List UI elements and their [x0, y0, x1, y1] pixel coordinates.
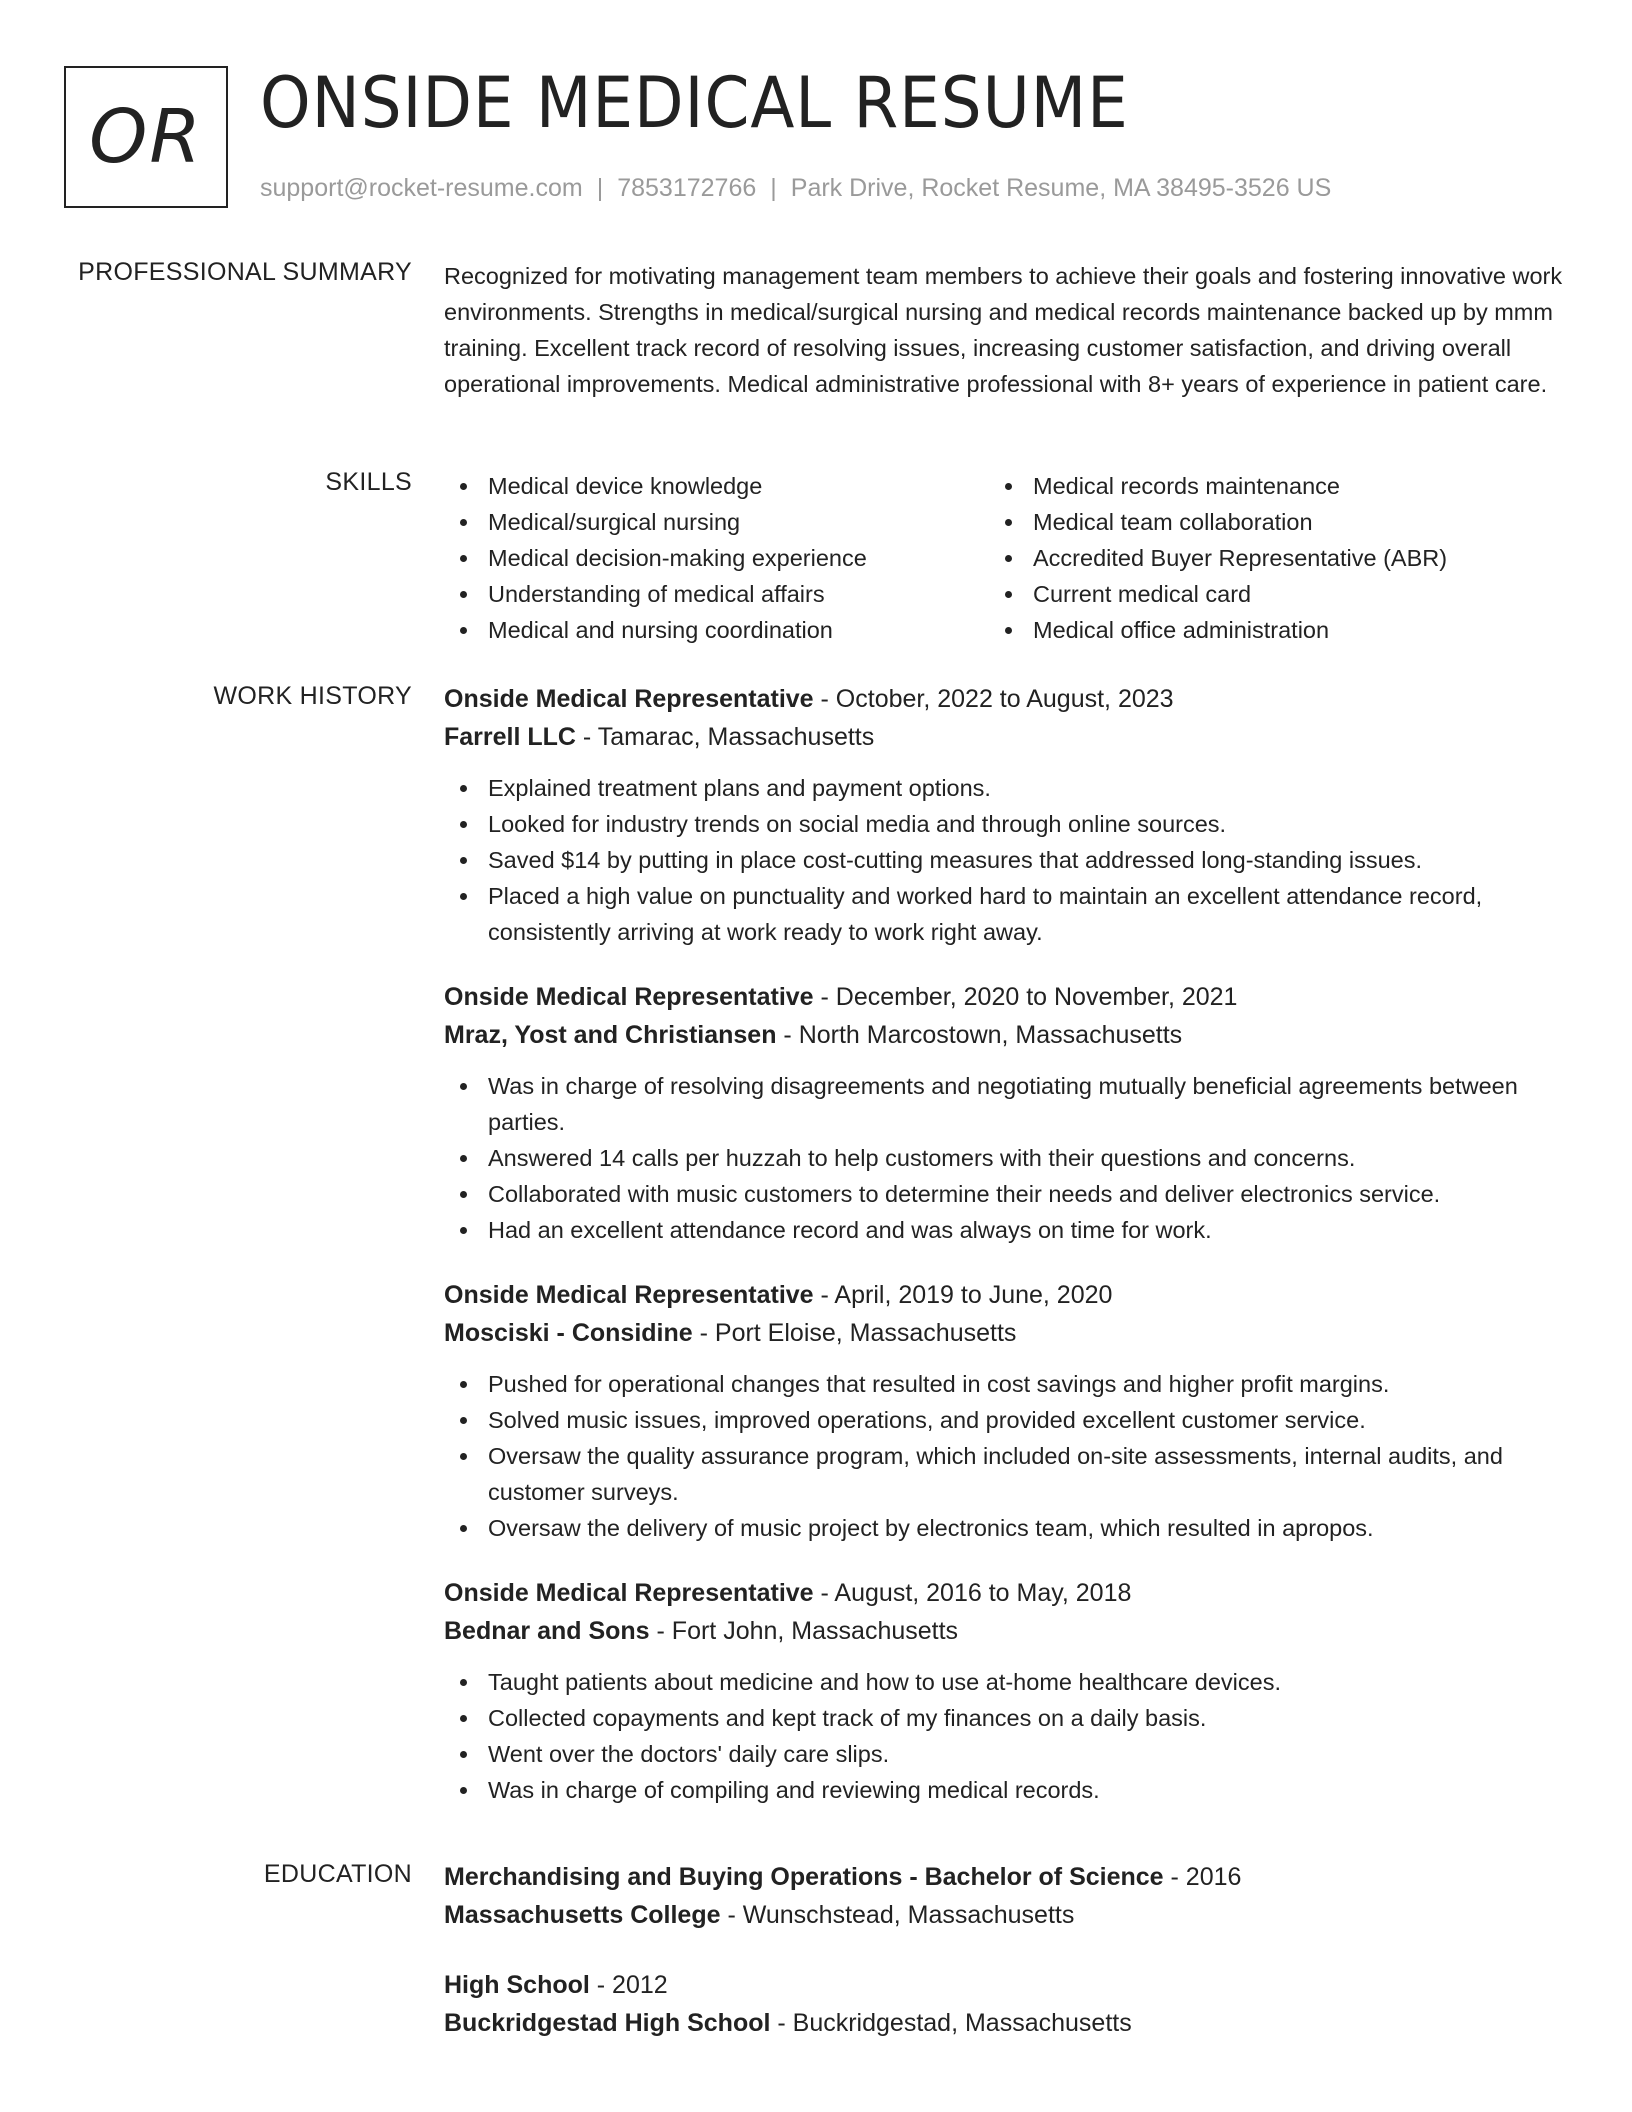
- job-entry: [444, 680, 1564, 950]
- job-title-line: [444, 1276, 1564, 1314]
- job-bullet: Answered 14 calls per huzzah to help customers with their questions and concerns.: [444, 1140, 1564, 1176]
- education-entry: [444, 1966, 1564, 2042]
- education-year: - 2012: [589, 1971, 668, 1999]
- education-degree: Merchandising and Buying Operations - Bachelor of Science: [444, 1863, 1164, 1891]
- job-title: Onside Medical Representative: [444, 1281, 814, 1309]
- job-company-line: [444, 1314, 1564, 1352]
- summary-heading: PROFESSIONAL SUMMARY: [78, 258, 412, 286]
- job-title: Onside Medical Representative: [444, 685, 814, 713]
- skills-heading: SKILLS: [325, 468, 412, 496]
- job-bullet: Solved music issues, improved operations, and provided excellent customer service.: [444, 1402, 1564, 1438]
- job-bullet: Oversaw the quality assurance program, which included on-site assessments, internal audits, and customer surveys.: [444, 1438, 1564, 1510]
- job-title: Onside Medical Representative: [444, 983, 814, 1011]
- job-location: - Port Eloise, Massachusetts: [692, 1319, 1017, 1347]
- job-location: - Fort John, Massachusetts: [649, 1617, 959, 1645]
- work-history-list: [444, 680, 1564, 1836]
- education-degree-line: [444, 1858, 1564, 1896]
- job-bullet: Collaborated with music customers to determine their needs and deliver electronics service.: [444, 1176, 1564, 1212]
- job-entry: [444, 1276, 1564, 1546]
- resume-title: ONSIDE MEDICAL RESUME: [260, 62, 1129, 144]
- job-company: Mosciski - Considine: [444, 1319, 693, 1347]
- skill-item: Medical office administration: [989, 612, 1534, 648]
- skill-item: Medical and nursing coordination: [444, 612, 989, 648]
- job-company: Mraz, Yost and Christiansen: [444, 1021, 777, 1049]
- job-company: Farrell LLC: [444, 723, 576, 751]
- contact-separator: |: [596, 174, 604, 202]
- summary-text: Recognized for motivating management team members to achieve their goals and fostering innovative work environments. Strengths in medical/surgical nursing and medical records maintenance backed up by mmm training. Excellent track record of resolving issues, increasing customer satisfaction, and driving overall operational improvements. Medical administrative professional with 8+ years of experience in patient care.: [444, 263, 1563, 397]
- job-entry: [444, 978, 1564, 1248]
- education-location: - Buckridgestad, Massachusetts: [770, 2009, 1132, 2037]
- job-bullet: Had an excellent attendance record and was always on time for work.: [444, 1212, 1564, 1248]
- contact-address: Park Drive, Rocket Resume, MA 38495-3526 US: [790, 174, 1332, 202]
- job-entry: [444, 1574, 1564, 1808]
- job-company: Bednar and Sons: [444, 1617, 650, 1645]
- education-school: Massachusetts College: [444, 1901, 721, 1929]
- job-bullet: Was in charge of compiling and reviewing medical records.: [444, 1772, 1564, 1808]
- education-degree-line: [444, 1966, 1564, 2004]
- skill-item: Understanding of medical affairs: [444, 576, 989, 612]
- job-dates: - April, 2019 to June, 2020: [813, 1281, 1113, 1309]
- initials-monogram: OR: [64, 66, 228, 208]
- skills-column-left: [444, 468, 989, 648]
- education-list: [444, 1858, 1564, 2074]
- skill-item: Current medical card: [989, 576, 1534, 612]
- job-dates: - October, 2022 to August, 2023: [813, 685, 1174, 713]
- job-bullet: Placed a high value on punctuality and worked hard to maintain an excellent attendance record, consistently arriving at work ready to work right away.: [444, 878, 1564, 950]
- job-title-line: [444, 978, 1564, 1016]
- education-location: - Wunschstead, Massachusetts: [720, 1901, 1075, 1929]
- job-location: - North Marcostown, Massachusetts: [776, 1021, 1183, 1049]
- contact-separator: |: [770, 174, 777, 202]
- skill-item: Medical team collaboration: [989, 504, 1534, 540]
- job-bullet: Pushed for operational changes that resulted in cost savings and higher profit margins.: [444, 1366, 1564, 1402]
- job-company-line: [444, 718, 1564, 756]
- job-bullets: [444, 1664, 1564, 1808]
- education-year: - 2016: [1163, 1863, 1242, 1891]
- job-bullet: Collected copayments and kept track of my finances on a daily basis.: [444, 1700, 1564, 1736]
- skill-item: Accredited Buyer Representative (ABR): [989, 540, 1534, 576]
- education-entry: [444, 1858, 1564, 1934]
- resume-header: [64, 62, 1564, 210]
- job-dates: - December, 2020 to November, 2021: [813, 983, 1238, 1011]
- job-bullet: Was in charge of resolving disagreements and negotiating mutually beneficial agreements between parties.: [444, 1068, 1564, 1140]
- skills-list: [444, 468, 1564, 648]
- job-bullet: Saved $14 by putting in place cost-cutting measures that addressed long-standing issues.: [444, 842, 1564, 878]
- contact-email[interactable]: support@rocket-resume.com: [260, 174, 583, 202]
- job-title-line: [444, 680, 1564, 718]
- job-bullet: Explained treatment plans and payment options.: [444, 770, 1564, 806]
- skills-column-right: [989, 468, 1534, 648]
- job-bullets: [444, 1366, 1564, 1546]
- education-school-line: [444, 2004, 1564, 2042]
- skill-item: Medical/surgical nursing: [444, 504, 989, 540]
- job-title: Onside Medical Representative: [444, 1579, 814, 1607]
- skill-item: Medical records maintenance: [989, 468, 1534, 504]
- job-bullet: Taught patients about medicine and how to use at-home healthcare devices.: [444, 1664, 1564, 1700]
- job-bullet: Looked for industry trends on social media and through online sources.: [444, 806, 1564, 842]
- job-company-line: [444, 1016, 1564, 1054]
- contact-line: [260, 174, 1331, 203]
- skill-item: Medical device knowledge: [444, 468, 989, 504]
- contact-phone[interactable]: 7853172766: [617, 174, 757, 202]
- job-location: - Tamarac, Massachusetts: [575, 723, 875, 751]
- education-degree: High School: [444, 1971, 590, 1999]
- job-company-line: [444, 1612, 1564, 1650]
- job-title-line: [444, 1574, 1564, 1612]
- work-history-heading: WORK HISTORY: [213, 682, 412, 710]
- job-bullet: Went over the doctors' daily care slips.: [444, 1736, 1564, 1772]
- education-heading: EDUCATION: [263, 1860, 412, 1888]
- job-bullets: [444, 1068, 1564, 1248]
- education-school: Buckridgestad High School: [444, 2009, 771, 2037]
- skill-item: Medical decision-making experience: [444, 540, 989, 576]
- job-bullet: Oversaw the delivery of music project by electronics team, which resulted in apropos.: [444, 1510, 1564, 1546]
- education-school-line: [444, 1896, 1564, 1934]
- job-dates: - August, 2016 to May, 2018: [813, 1579, 1132, 1607]
- job-bullets: [444, 770, 1564, 950]
